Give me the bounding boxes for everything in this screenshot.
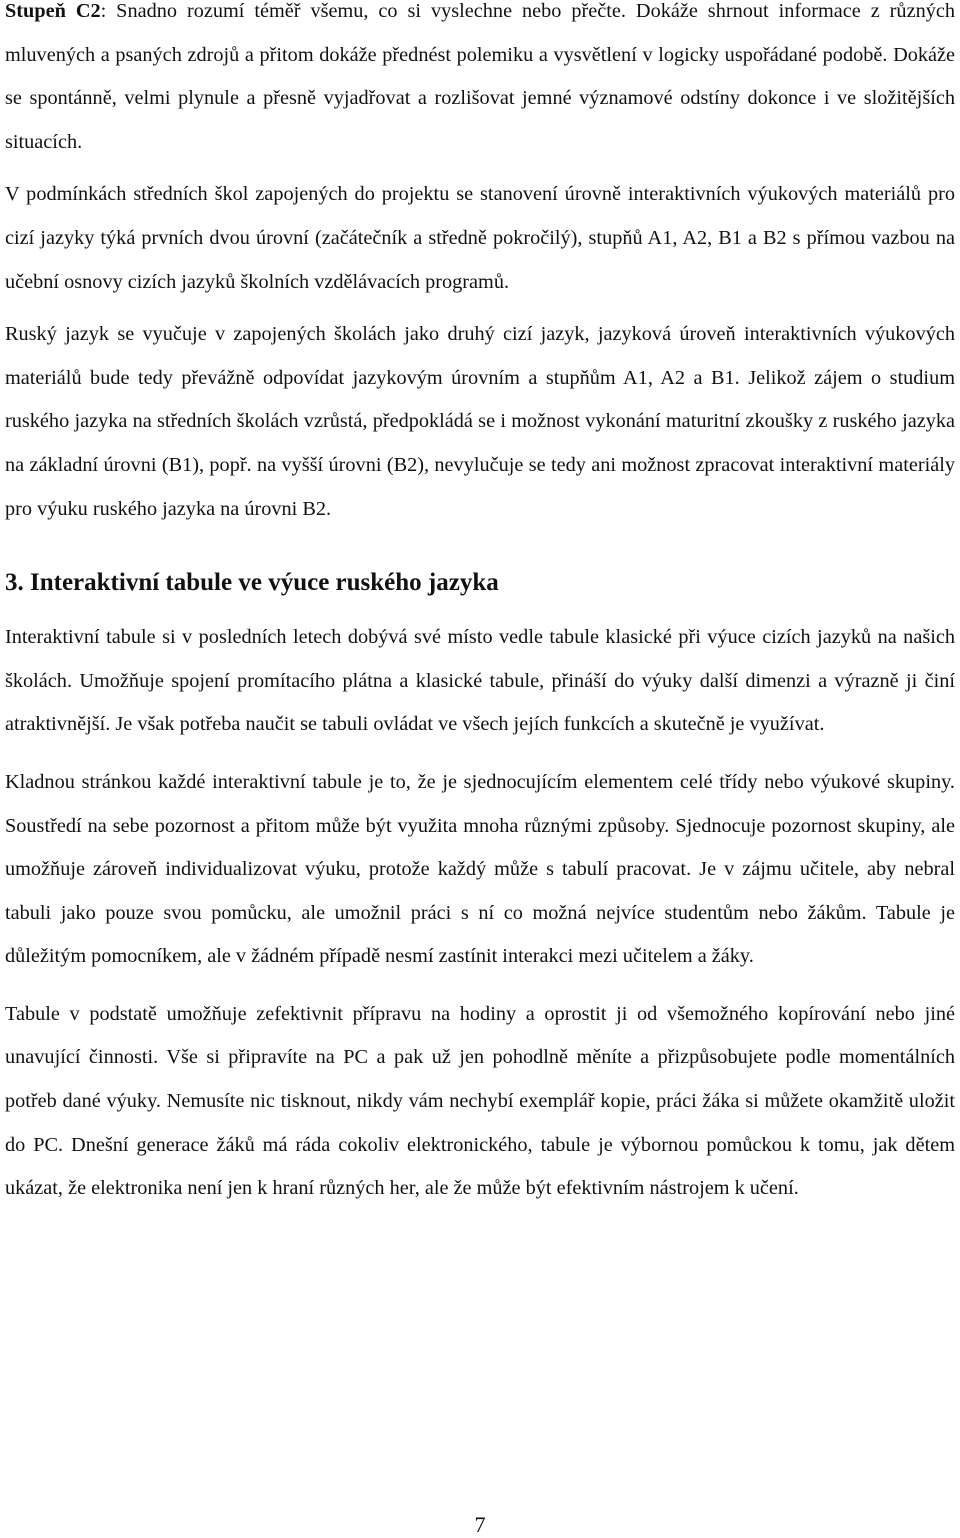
section-number: 3. xyxy=(5,569,24,597)
level-c2-paragraph xyxy=(5,0,955,164)
board-advantages-paragraph: Kladnou stránkou každé interaktivní tabule je to, že je sjednocujícím elementem celé třídy nebo výukové skupiny. Soustředí na sebe pozornost a přitom může být využita mnoha různými způsoby. Sjednocuje pozornost skupiny, ale umožňuje zároveň individualizovat výuku, protože každý může s tabulí pracovat. Je v zájmu učitele, aby nebral tabuli jako pouze svou pomůcku, ale umožnil práci s ní co možná nejvíce studentům nebo žákům. Tabule je důležitým pomocníkem, ale v žádném případě nesmí zastínit interakci mezi učitelem a žáky. xyxy=(5,770,955,968)
russian-language-paragraph: Ruský jazyk se vyučuje v zapojených školách jako druhý cizí jazyk, jazyková úroveň interaktivních výukových materiálů bude tedy převážně odpovídat jazykovým úrovním a stupňům A1, A2 a B1. Jelikož zájem o studium ruského jazyka na středních školách vzrůstá, předpokládá se i možnost vykonání maturitní zkoušky z ruského jazyka na základní úrovni (B1), popř. na vyšší úrovni (B2), nevylučuje se tedy ani možnost zpracovat interaktivní materiály pro výuku ruského jazyka na úrovni B2. xyxy=(5,323,955,520)
page-number: 7 xyxy=(474,1512,486,1537)
level-c2-label: Stupeň C2 xyxy=(5,0,101,22)
section-title: Interaktivní tabule ve výuce ruského jazyka xyxy=(30,569,499,597)
document-page xyxy=(5,0,955,1211)
interactive-board-paragraph: Interaktivní tabule si v posledních letech dobývá své místo vedle tabule klasické při výuce cizích jazyků na našich školách. Umožňuje spojení promítacího plátna a klasické tabule, přináší do výuky další dimenzi a výrazně ji činí atraktivnější. Je však potřeba naučit se tabuli ovládat ve všech jejích funkcích a skutečně je využívat. xyxy=(5,626,955,736)
section-heading xyxy=(5,561,955,605)
schools-paragraph: V podmínkách středních škol zapojených do projektu se stanovení úrovně interaktivních výukových materiálů pro cizí jazyky týká prvních dvou úrovní (začátečník a středně pokročilý), stupňů A1, A2, B1 a B2 s přímou vazbou na učební osnovy cizích jazyků školních vzdělávacích programů. xyxy=(5,183,955,293)
level-c2-text: : Snadno rozumí téměř všemu, co si vyslechne nebo přečte. Dokáže shrnout informace z různých mluvených a psaných zdrojů a přitom dokáže přednést polemiku a vysvětlení v logicky uspořádané podobě. Dokáže se spontánně, velmi plynule a přesně vyjadřovat a rozlišovat jemné významové odstíny dokonce i ve složitějších situacích. xyxy=(5,0,955,153)
board-preparation-paragraph: Tabule v podstatě umožňuje zefektivnit přípravu na hodiny a oprostit ji od všemožného kopírování nebo jiné unavující činnosti. Vše si připravíte na PC a pak už jen pohodlně měníte a přizpůsobujete podle momentálních potřeb dané výuky. Nemusíte nic tisknout, nikdy vám nechybí exemplář kopie, práci žáka si můžete okamžitě uložit do PC. Dnešní generace žáků má ráda cokoliv elektronického, tabule je výbornou pomůckou k tomu, jak dětem ukázat, že elektronika není jen k hraní různých her, ale že může být efektivním nástrojem k učení. xyxy=(5,1002,955,1200)
